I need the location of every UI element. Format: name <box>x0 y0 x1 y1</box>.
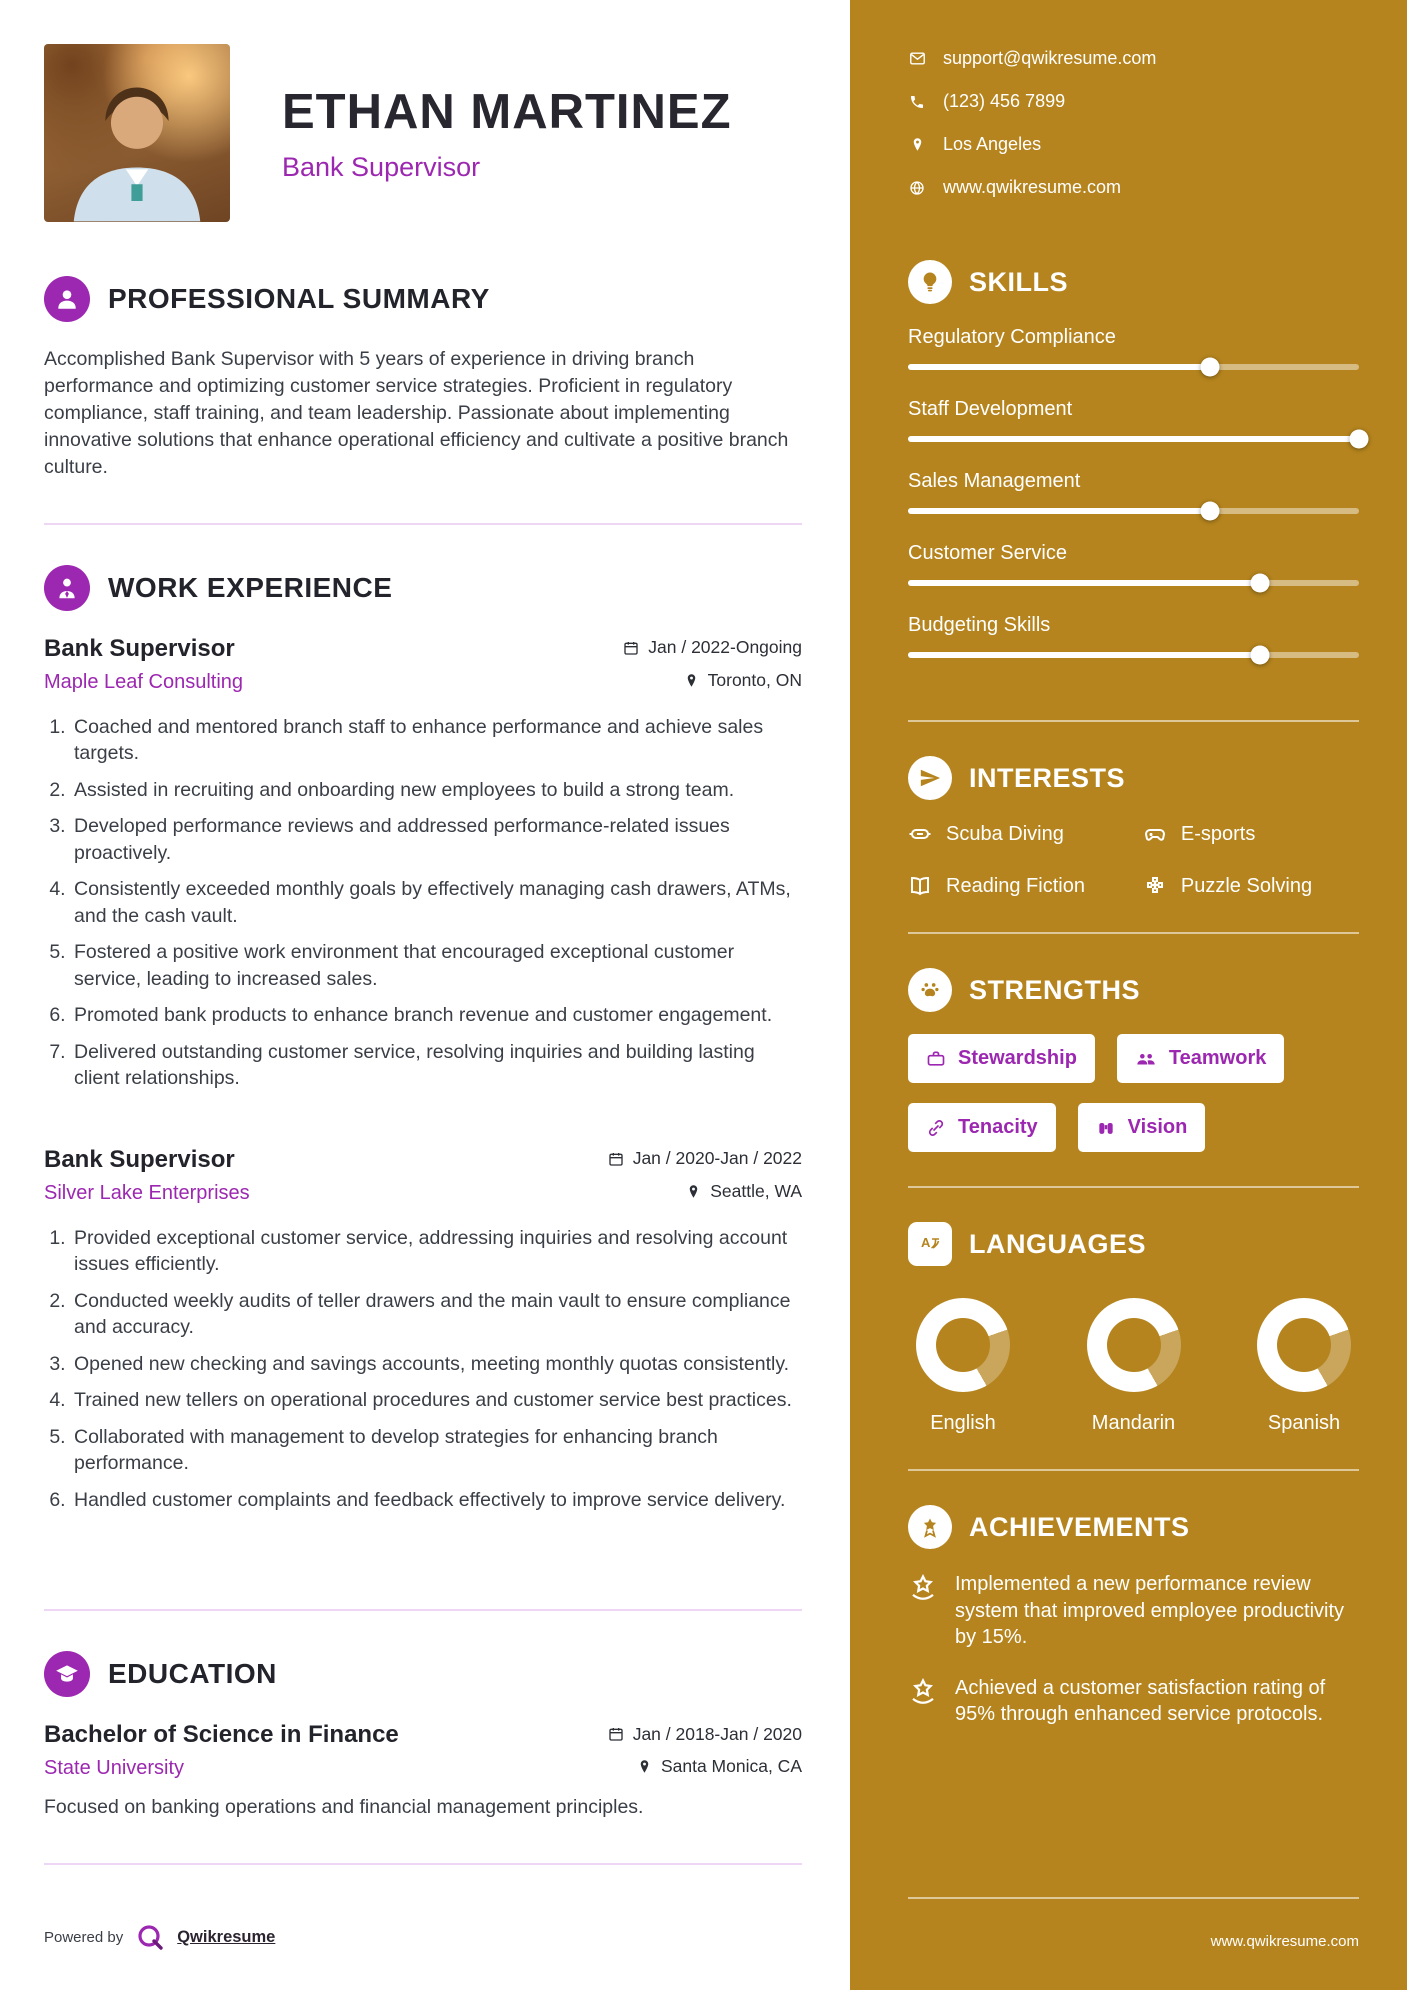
job-dates: Jan / 2022-Ongoing <box>623 637 802 658</box>
languages-row <box>908 1298 1359 1435</box>
education-heading: EDUCATION <box>108 1658 277 1690</box>
skill-thumb[interactable] <box>1201 502 1220 521</box>
job-bullet-list <box>44 1225 802 1514</box>
strengths-heading: STRENGTHS <box>969 974 1141 1005</box>
strengths-section-header <box>908 968 1359 1012</box>
diving-mask-icon <box>908 822 932 846</box>
skill-label: Staff Development <box>908 398 1073 420</box>
job-entry <box>44 635 802 1102</box>
skill-row <box>908 614 1359 658</box>
achievement-item: Implemented a new performance review system that improved employee productivity by 15%. <box>908 1571 1359 1651</box>
languages-heading: LANGUAGES <box>969 1228 1147 1259</box>
language-donut-chart <box>1257 1298 1351 1392</box>
skill-thumb[interactable] <box>1250 574 1269 593</box>
sidebar-divider <box>908 932 1359 934</box>
language-label: Spanish <box>1267 1412 1341 1434</box>
globe-icon <box>908 180 926 196</box>
education-section-header <box>44 1651 802 1697</box>
school-row <box>44 1749 802 1780</box>
languages-section-header <box>908 1222 1359 1266</box>
school-name: State University <box>44 1757 185 1780</box>
skill-fill <box>908 436 1359 442</box>
summary-heading: PROFESSIONAL SUMMARY <box>108 283 490 314</box>
svg-text:A: A <box>921 1235 931 1250</box>
job-entry <box>44 1146 802 1524</box>
skill-thumb[interactable] <box>1250 646 1269 665</box>
language-donut-chart <box>1087 1298 1181 1392</box>
job-bullet: 2. Assisted in recruiting and onboarding new employees to build a strong team. <box>71 777 802 804</box>
job-title: Bank Supervisor <box>44 1145 235 1173</box>
interests-section-header <box>908 756 1359 800</box>
job-bullet-list <box>44 714 802 1092</box>
achievements-heading: ACHIEVEMENTS <box>969 1511 1190 1542</box>
job-company-row <box>44 663 802 694</box>
paper-plane-icon <box>908 756 952 800</box>
degree-title: Bachelor of Science in Finance <box>44 1721 399 1749</box>
skill-fill <box>908 652 1260 658</box>
job-bullet: 5. Collaborated with management to develop strategies for enhancing branch performance. <box>71 1424 802 1477</box>
worker-icon <box>44 565 90 611</box>
skill-label: Budgeting Skills <box>908 614 1051 636</box>
briefcase-icon <box>926 1049 946 1069</box>
contact-email[interactable]: support@qwikresume.com <box>908 48 1359 69</box>
skill-slider[interactable] <box>908 364 1359 370</box>
interest-item: Reading Fiction <box>908 874 1135 898</box>
translate-icon <box>908 1222 952 1266</box>
game-controller-icon <box>1143 822 1167 846</box>
envelope-icon <box>908 50 926 67</box>
profile-photo <box>44 44 230 222</box>
strength-badge: Vision <box>1078 1103 1206 1152</box>
header-text <box>282 84 732 183</box>
education-dates: Jan / 2018-Jan / 2020 <box>608 1724 802 1745</box>
medal-icon <box>908 1505 952 1549</box>
job-bullet: 1. Coached and mentored branch staff to enhance performance and achieve sales targets. <box>71 714 802 767</box>
open-book-icon <box>908 874 932 898</box>
team-icon <box>1135 1048 1157 1070</box>
achievement-item: Achieved a customer satisfaction rating of 95% through enhanced service protocols. <box>908 1675 1359 1728</box>
skill-label: Customer Service <box>908 542 1067 564</box>
calendar-icon <box>608 1726 624 1742</box>
skill-slider[interactable] <box>908 652 1359 658</box>
job-title-row <box>44 635 802 663</box>
sidebar-website-link[interactable]: www.qwikresume.com <box>1210 1933 1359 1950</box>
skill-slider[interactable] <box>908 436 1359 442</box>
skill-slider[interactable] <box>908 508 1359 514</box>
strength-badge: Stewardship <box>908 1034 1095 1083</box>
qwikresume-brand-link[interactable]: Qwikresume <box>177 1927 276 1946</box>
skills-heading: SKILLS <box>969 266 1069 297</box>
candidate-title: Bank Supervisor <box>282 151 481 182</box>
sidebar-divider <box>908 1469 1359 1471</box>
person-photo-silhouette <box>44 72 230 222</box>
interests-heading: INTERESTS <box>969 762 1126 793</box>
calendar-icon <box>608 1151 624 1167</box>
job-company-row <box>44 1174 802 1205</box>
interest-item: Puzzle Solving <box>1143 874 1359 898</box>
sidebar <box>850 0 1407 1990</box>
job-bullet: 2. Conducted weekly audits of teller drawers and the main vault to ensure compliance and accuracy. <box>71 1288 802 1341</box>
language-label: Mandarin <box>1091 1412 1176 1434</box>
star-hand-icon <box>908 1677 938 1728</box>
summary-text: Accomplished Bank Supervisor with 5 years of experience in driving branch performance and optimizing customer service strategies. Proficient in regulatory compliance, staff training, and team leadership. Passionate about implementing innovative solutions that enhance operational efficiency and cultivate a positive branch culture. <box>44 348 789 478</box>
skill-fill <box>908 364 1210 370</box>
divider <box>44 1863 802 1865</box>
graduation-cap-icon <box>44 1651 90 1697</box>
language-item <box>1087 1298 1181 1435</box>
sidebar-divider <box>908 1186 1359 1188</box>
job-bullet: 7. Delivered outstanding customer service, resolving inquiries and building lasting client relationships. <box>71 1039 802 1092</box>
person-icon <box>44 276 90 322</box>
summary-section-header <box>44 276 802 322</box>
experience-heading: WORK EXPERIENCE <box>108 571 393 603</box>
job-bullet: 4. Consistently exceeded monthly goals by effectively managing cash drawers, ATMs, and the cash vault. <box>71 876 802 929</box>
divider <box>44 1609 802 1611</box>
language-label: English <box>930 1412 996 1434</box>
candidate-name: ETHAN MARTINEZ <box>282 84 732 139</box>
divider <box>44 523 802 525</box>
skill-row <box>908 398 1359 442</box>
phone-icon <box>908 94 926 110</box>
job-company: Maple Leaf Consulting <box>44 670 244 693</box>
pin-icon <box>684 673 699 688</box>
interests-grid <box>908 822 1359 898</box>
sidebar-divider <box>908 720 1359 722</box>
binoculars-icon <box>1096 1118 1116 1138</box>
contact-phone[interactable]: (123) 456 7899 <box>908 91 1359 112</box>
pin-icon <box>686 1184 701 1199</box>
contact-location: Los Angeles <box>908 134 1359 155</box>
job-bullet: 6. Promoted bank products to enhance branch revenue and customer engagement. <box>71 1002 802 1029</box>
job-bullet: 1. Provided exceptional customer service, addressing inquiries and resolving account issues efficiently. <box>71 1225 802 1278</box>
job-dates: Jan / 2020-Jan / 2022 <box>608 1148 802 1169</box>
skill-row <box>908 326 1359 370</box>
puzzle-piece-icon <box>1143 874 1167 898</box>
education-location: Santa Monica, CA <box>637 1756 802 1777</box>
pin-icon <box>637 1759 652 1774</box>
skill-fill <box>908 580 1260 586</box>
job-bullet: 5. Fostered a positive work environment that encouraged exceptional customer service, leading to increased sales. <box>71 939 802 992</box>
job-location: Toronto, ON <box>684 670 802 691</box>
achievements-list <box>908 1571 1359 1752</box>
skill-slider[interactable] <box>908 580 1359 586</box>
skill-thumb[interactable] <box>1350 430 1369 449</box>
powered-by-label: Powered by <box>44 1928 124 1946</box>
job-bullet: 3. Developed performance reviews and addressed performance-related issues proactively. <box>71 813 802 866</box>
skill-fill <box>908 508 1210 514</box>
strength-badge: Teamwork <box>1117 1034 1284 1083</box>
contact-block <box>908 48 1359 198</box>
language-item <box>916 1298 1010 1435</box>
job-title: Bank Supervisor <box>44 634 235 662</box>
achievements-section-header <box>908 1505 1359 1549</box>
star-hand-icon <box>908 1573 938 1651</box>
qwikresume-logo-icon <box>135 1922 165 1952</box>
language-donut-chart <box>916 1298 1010 1392</box>
job-title-row <box>44 1146 802 1174</box>
powered-by-footer <box>44 1922 802 1952</box>
job-bullet: 4. Trained new tellers on operational procedures and customer service best practices. <box>71 1387 802 1414</box>
job-location: Seattle, WA <box>686 1181 802 1202</box>
skill-label: Regulatory Compliance <box>908 326 1116 348</box>
job-bullet: 3. Opened new checking and savings accounts, meeting monthly quotas consistently. <box>71 1351 802 1378</box>
education-entry <box>44 1721 802 1821</box>
skills-section-header <box>908 260 1359 304</box>
translate-glyph <box>918 1232 942 1256</box>
strength-badge: Tenacity <box>908 1103 1056 1152</box>
degree-row <box>44 1721 802 1749</box>
pin-icon <box>908 137 926 152</box>
job-company: Silver Lake Enterprises <box>44 1181 250 1204</box>
experience-section-header <box>44 565 802 611</box>
strengths-grid <box>908 1034 1359 1152</box>
language-item <box>1257 1298 1351 1435</box>
skill-label: Sales Management <box>908 470 1081 492</box>
sidebar-footer <box>908 1863 1359 1950</box>
education-description: Focused on banking operations and financial management principles. <box>44 1796 644 1819</box>
calendar-icon <box>623 640 639 656</box>
skill-row <box>908 470 1359 514</box>
job-bullet: 6. Handled customer complaints and feedback effectively to improve service delivery. <box>71 1487 802 1514</box>
lightbulb-icon <box>908 260 952 304</box>
skill-thumb[interactable] <box>1201 358 1220 377</box>
header <box>44 44 802 222</box>
skill-row <box>908 542 1359 586</box>
skills-list <box>908 326 1359 686</box>
link-icon <box>926 1118 946 1138</box>
interest-item: E-sports <box>1143 822 1359 846</box>
interest-item: Scuba Diving <box>908 822 1135 846</box>
sidebar-divider <box>908 1897 1359 1899</box>
paw-icon <box>908 968 952 1012</box>
contact-website[interactable]: www.qwikresume.com <box>908 177 1359 198</box>
